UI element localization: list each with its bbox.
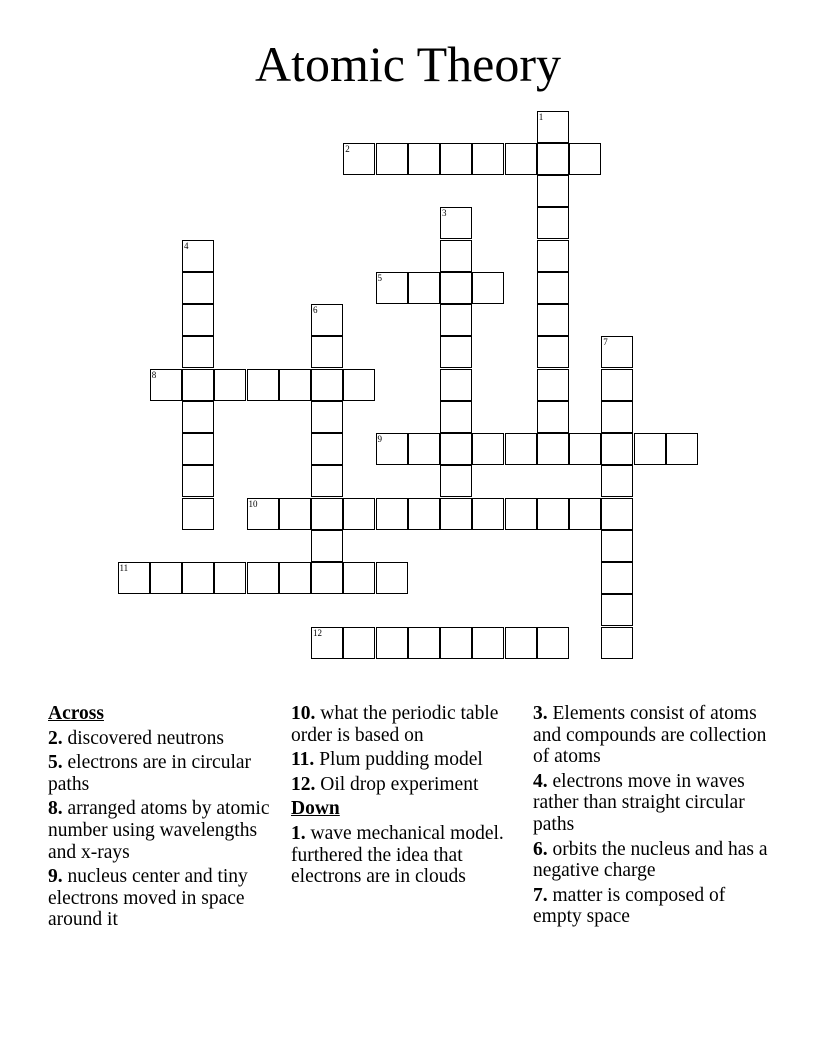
grid-cell[interactable] [601, 627, 633, 659]
clue-number: 2. [48, 727, 63, 749]
grid-cell[interactable] [343, 627, 375, 659]
grid-cell[interactable] [182, 433, 214, 465]
clue-number-label: 11 [119, 563, 129, 573]
clue-number-label: 3 [442, 208, 447, 219]
grid-cell[interactable] [569, 143, 601, 175]
grid-cell[interactable] [311, 369, 343, 401]
grid-cell[interactable] [505, 143, 537, 175]
grid-cell[interactable] [214, 562, 246, 594]
grid-cell[interactable] [343, 498, 375, 530]
grid-cell[interactable] [311, 433, 343, 465]
grid-cell[interactable] [247, 562, 279, 594]
grid-cell[interactable] [311, 465, 343, 497]
clue-number-label: 2 [345, 143, 350, 154]
across-heading: Across [48, 703, 104, 724]
clue-number-label: 4 [184, 240, 189, 251]
grid-cell[interactable] [440, 498, 472, 530]
grid-cell[interactable] [182, 336, 214, 368]
clue-text: electrons are in circular paths [48, 752, 252, 795]
grid-cell[interactable] [311, 627, 343, 659]
clue-text: discovered neutrons [67, 727, 224, 749]
grid-cell[interactable] [150, 369, 182, 401]
clue-number-label: 7 [603, 337, 608, 348]
clue-text: Elements consist of atoms and compounds are collection of atoms [533, 703, 767, 768]
clue-text: matter is composed of empty space [533, 884, 726, 928]
grid-cell[interactable] [569, 498, 601, 530]
clue-number-label: 1 [538, 111, 544, 122]
clue-down-6 [533, 839, 771, 882]
grid-cell[interactable] [408, 433, 440, 465]
grid-cell[interactable] [182, 304, 214, 336]
grid-cell[interactable] [279, 562, 311, 594]
grid-cell[interactable] [182, 401, 214, 433]
grid-cell[interactable] [376, 433, 408, 465]
clue-across-12 [291, 774, 519, 796]
clue-across-9 [48, 866, 273, 931]
grid-cell[interactable] [376, 627, 408, 659]
grid-cell[interactable] [311, 562, 343, 594]
grid-cell[interactable] [247, 498, 279, 530]
grid-cell[interactable] [537, 175, 569, 207]
grid-cell[interactable] [247, 369, 279, 401]
clue-text: nucleus center and tiny electrons moved in space around it [48, 866, 248, 931]
grid-cell[interactable] [537, 207, 569, 239]
clue-column-3 [533, 703, 771, 931]
grid-cell[interactable] [182, 240, 214, 272]
grid-cell[interactable] [601, 498, 633, 530]
grid-cell[interactable] [343, 369, 375, 401]
clue-number: 8. [48, 798, 63, 820]
grid-cell[interactable] [537, 240, 569, 272]
clue-number: 5. [48, 752, 63, 774]
grid-cell[interactable] [311, 530, 343, 562]
clue-number-label: 10 [248, 498, 258, 509]
clue-number-label: 5 [377, 272, 382, 283]
clue-down-3 [533, 703, 771, 768]
clue-number: 7. [533, 884, 548, 906]
grid-cell[interactable] [537, 369, 569, 401]
grid-cell[interactable] [408, 143, 440, 175]
clue-number-label: 8 [151, 369, 157, 380]
grid-cell[interactable] [601, 530, 633, 562]
down-heading: Down [291, 798, 340, 820]
clue-number-label: 9 [377, 434, 382, 444]
clue-number: 10. [291, 703, 316, 724]
grid-cell[interactable] [182, 369, 214, 401]
clue-across-2 [48, 728, 273, 750]
grid-cell[interactable] [150, 562, 182, 594]
grid-cell[interactable] [472, 272, 504, 304]
clue-number-label: 12 [313, 627, 322, 638]
grid-cell[interactable] [343, 562, 375, 594]
grid-cell[interactable] [537, 272, 569, 304]
grid-cell[interactable] [537, 143, 569, 175]
grid-cell[interactable] [376, 272, 408, 304]
grid-cell[interactable] [440, 369, 472, 401]
clue-number: 1. [291, 822, 306, 844]
grid-cell[interactable] [537, 627, 569, 659]
grid-cell[interactable] [601, 562, 633, 594]
clue-number: 11. [291, 749, 315, 771]
grid-cell[interactable] [440, 143, 472, 175]
grid-cell[interactable] [601, 594, 633, 626]
clue-down-1 [291, 823, 519, 888]
grid-cell[interactable] [376, 143, 408, 175]
grid-cell[interactable] [376, 562, 408, 594]
grid-cell[interactable] [440, 401, 472, 433]
grid-cell[interactable] [440, 304, 472, 336]
grid-cell[interactable] [440, 627, 472, 659]
grid-cell[interactable] [537, 433, 569, 465]
grid-cell[interactable] [182, 562, 214, 594]
grid-cell[interactable] [279, 498, 311, 530]
grid-cell[interactable] [601, 433, 633, 465]
grid-cell[interactable] [440, 207, 472, 239]
clue-number: 9. [48, 866, 63, 888]
grid-cell[interactable] [182, 272, 214, 304]
grid-cell[interactable] [408, 498, 440, 530]
grid-cell[interactable] [118, 562, 150, 594]
grid-cell[interactable] [569, 433, 601, 465]
clue-text: Oil drop experiment [320, 773, 479, 795]
grid-cell[interactable] [537, 336, 569, 368]
grid-cell[interactable] [279, 369, 311, 401]
grid-cell[interactable] [505, 433, 537, 465]
grid-cell[interactable] [472, 433, 504, 465]
clue-across-11 [291, 749, 519, 771]
grid-cell[interactable] [537, 111, 569, 143]
clue-across-10 [291, 703, 519, 746]
clue-across-8 [48, 798, 273, 863]
clue-text: what the periodic table order is based on [291, 703, 499, 746]
grid-cell[interactable] [472, 143, 504, 175]
grid-cell[interactable] [537, 304, 569, 336]
grid-cell[interactable] [505, 498, 537, 530]
clue-number: 4. [533, 770, 548, 792]
clue-number: 3. [533, 703, 548, 724]
clue-text: electrons move in waves rather than straight circular paths [533, 770, 745, 835]
grid-cell[interactable] [505, 627, 537, 659]
clue-down-4 [533, 771, 771, 836]
clue-text: orbits the nucleus and has a negative charge [533, 838, 768, 882]
grid-cell[interactable] [311, 336, 343, 368]
grid-cell[interactable] [537, 401, 569, 433]
grid-cell[interactable] [472, 498, 504, 530]
clue-number: 12. [291, 773, 316, 795]
grid-cell[interactable] [311, 498, 343, 530]
clue-text: wave mechanical model. furthered the idea that electrons are in clouds [291, 822, 504, 888]
grid-cell[interactable] [214, 369, 246, 401]
grid-cell[interactable] [440, 272, 472, 304]
grid-cell[interactable] [311, 401, 343, 433]
clue-text: arranged atoms by atomic number using wavelengths and x-rays [48, 798, 270, 863]
grid-cell[interactable] [182, 498, 214, 530]
clue-down-7 [533, 885, 771, 928]
grid-cell[interactable] [601, 401, 633, 433]
grid-cell[interactable] [537, 498, 569, 530]
grid-cell[interactable] [182, 465, 214, 497]
grid-cell[interactable] [634, 433, 666, 465]
grid-cell[interactable] [666, 433, 698, 465]
grid-cell[interactable] [311, 304, 343, 336]
grid-cell[interactable] [440, 336, 472, 368]
clue-text: Plum pudding model [319, 749, 483, 771]
grid-cell[interactable] [601, 336, 633, 368]
grid-cell[interactable] [440, 240, 472, 272]
grid-cell[interactable] [376, 498, 408, 530]
grid-cell[interactable] [440, 465, 472, 497]
grid-cell[interactable] [408, 627, 440, 659]
grid-cell[interactable] [601, 369, 633, 401]
clue-column-1 [48, 703, 273, 934]
grid-cell[interactable] [440, 433, 472, 465]
clue-column-2 [291, 703, 519, 891]
grid-cell[interactable] [408, 272, 440, 304]
clue-number-label: 6 [313, 305, 318, 315]
grid-cell[interactable] [472, 627, 504, 659]
grid-cell[interactable] [343, 143, 375, 175]
clue-across-5 [48, 752, 273, 795]
puzzle-title: Atomic Theory [255, 36, 561, 92]
clue-number: 6. [533, 838, 548, 860]
grid-cell[interactable] [601, 465, 633, 497]
